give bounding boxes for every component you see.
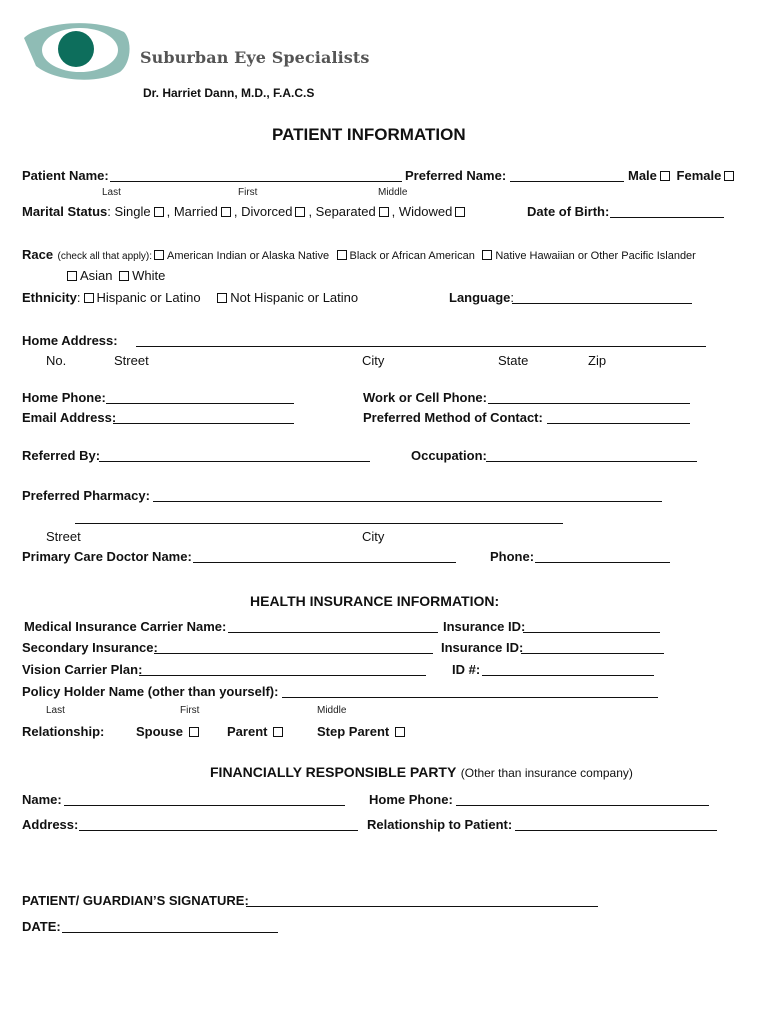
- work-phone-field[interactable]: [488, 403, 690, 404]
- addr-zip-caption: Zip: [588, 353, 607, 368]
- pharmacy-field[interactable]: [153, 501, 662, 502]
- not-hispanic-checkbox[interactable]: [217, 293, 227, 303]
- clinic-logo: [20, 18, 136, 82]
- pharmacy-street-caption: Street: [46, 529, 81, 544]
- patient-name-label: Patient Name:: [22, 168, 109, 183]
- female-label: Female: [676, 168, 722, 183]
- pcp-field[interactable]: [193, 562, 456, 563]
- secondary-id-field[interactable]: [521, 653, 664, 654]
- email-field[interactable]: [113, 423, 294, 424]
- responsible-phone-field[interactable]: [456, 805, 709, 806]
- race-american-indian: American Indian or Alaska Native: [167, 250, 330, 262]
- race-row: [22, 246, 696, 264]
- vision-id-field[interactable]: [482, 675, 654, 676]
- responsible-heading: FINANCIALLY RESPONSIBLE PARTY: [210, 764, 457, 780]
- rel-parent-label: Parent: [227, 724, 268, 739]
- hispanic-checkbox[interactable]: [84, 293, 94, 303]
- responsible-note: (Other than insurance company): [460, 766, 633, 780]
- secondary-insurance-label: Secondary Insurance:: [22, 640, 158, 655]
- language-label: Language: [449, 290, 511, 305]
- race-white: White: [132, 268, 166, 283]
- male-checkbox[interactable]: [660, 171, 670, 181]
- preferred-name-field[interactable]: [510, 181, 624, 182]
- divorced-checkbox[interactable]: [295, 207, 305, 217]
- insurance-heading: HEALTH INSURANCE INFORMATION:: [250, 593, 500, 609]
- responsible-relationship-label: Relationship to Patient:: [367, 817, 513, 832]
- contact-method-label: Preferred Method of Contact:: [363, 410, 543, 425]
- ethnicity-hispanic: Hispanic or Latino: [96, 290, 201, 305]
- addr-state-caption: State: [498, 353, 529, 368]
- addr-street-caption: Street: [114, 353, 149, 368]
- occupation-field[interactable]: [486, 461, 697, 462]
- secondary-insurance-field[interactable]: [154, 653, 433, 654]
- home-phone-field[interactable]: [106, 403, 294, 404]
- home-address-field[interactable]: [136, 346, 706, 347]
- vision-carrier-field[interactable]: [139, 675, 426, 676]
- medical-carrier-field[interactable]: [228, 632, 438, 633]
- language-field[interactable]: [512, 303, 692, 304]
- race-asian: Asian: [80, 268, 113, 283]
- page-title: PATIENT INFORMATION: [272, 125, 466, 144]
- name-last-caption: Last: [102, 187, 121, 198]
- preferred-name-label: Preferred Name:: [405, 168, 507, 183]
- date-label: DATE:: [22, 919, 61, 934]
- referred-by-field[interactable]: [99, 461, 370, 462]
- pharmacy-city-caption: City: [362, 529, 385, 544]
- insurance-id-field[interactable]: [523, 632, 660, 633]
- spouse-checkbox[interactable]: [189, 727, 199, 737]
- pharmacy-address-field[interactable]: [75, 523, 563, 524]
- work-phone-label: Work or Cell Phone:: [363, 390, 487, 405]
- responsible-name-label: Name:: [22, 792, 62, 807]
- race-label: Race: [22, 247, 54, 262]
- pcp-label: Primary Care Doctor Name:: [22, 549, 192, 564]
- marital-option-married: , Married: [166, 204, 218, 219]
- vision-carrier-label: Vision Carrier Plan:: [22, 662, 143, 677]
- signature-label: PATIENT/ GUARDIAN’S SIGNATURE:: [22, 893, 249, 908]
- dob-field[interactable]: [610, 217, 724, 218]
- policy-holder-field[interactable]: [282, 697, 658, 698]
- occupation-label: Occupation:: [411, 448, 487, 463]
- race-row-2: [64, 268, 165, 283]
- policy-holder-label: Policy Holder Name (other than yourself):: [22, 684, 279, 699]
- home-phone-label: Home Phone:: [22, 390, 106, 405]
- marital-option-divorced: , Divorced: [233, 204, 293, 219]
- pharmacy-label: Preferred Pharmacy:: [22, 488, 150, 503]
- widowed-checkbox[interactable]: [455, 207, 465, 217]
- responsible-address-label: Address:: [22, 817, 79, 832]
- doctor-name: Dr. Harriet Dann, M.D., F.A.C.S: [143, 86, 315, 100]
- race-note: (check all that apply):: [57, 251, 153, 262]
- single-checkbox[interactable]: [154, 207, 164, 217]
- parent-checkbox[interactable]: [273, 727, 283, 737]
- name-middle-caption: Middle: [378, 187, 408, 198]
- ethnicity-label: Ethnicity: [22, 290, 77, 305]
- dob-label: Date of Birth:: [527, 204, 610, 219]
- separated-checkbox[interactable]: [379, 207, 389, 217]
- black-checkbox[interactable]: [337, 250, 347, 260]
- addr-city-caption: City: [362, 353, 385, 368]
- marital-option-separated: , Separated: [308, 204, 376, 219]
- responsible-address-field[interactable]: [79, 830, 358, 831]
- marital-option-widowed: , Widowed: [391, 204, 453, 219]
- signature-field[interactable]: [246, 906, 598, 907]
- brand-name: Suburban Eye Specialists: [140, 48, 370, 67]
- date-field[interactable]: [62, 932, 278, 933]
- holder-first-caption: First: [180, 705, 200, 716]
- white-checkbox[interactable]: [119, 271, 129, 281]
- responsible-name-field[interactable]: [64, 805, 345, 806]
- responsible-relationship-field[interactable]: [515, 830, 717, 831]
- contact-method-field[interactable]: [547, 423, 690, 424]
- ethnicity-row: Ethnicity: Hispanic or Latino Not Hispanic or Latino: [22, 290, 359, 305]
- pcp-phone-field[interactable]: [535, 562, 670, 563]
- rel-step-parent-label: Step Parent: [317, 724, 390, 739]
- patient-name-field[interactable]: [110, 181, 402, 182]
- marital-status-row: [22, 204, 468, 219]
- rel-spouse-label: Spouse: [136, 724, 183, 739]
- female-checkbox[interactable]: [724, 171, 734, 181]
- relationship-label: Relationship:: [22, 724, 105, 739]
- holder-middle-caption: Middle: [317, 705, 347, 716]
- race-pacific-islander: Native Hawaiian or Other Pacific Islander: [495, 250, 696, 262]
- home-address-label: Home Address:: [22, 333, 118, 348]
- referred-by-label: Referred By:: [22, 448, 101, 463]
- step-parent-checkbox[interactable]: [395, 727, 405, 737]
- vision-id-label: ID #:: [452, 662, 481, 677]
- name-first-caption: First: [238, 187, 258, 198]
- american-indian-checkbox[interactable]: [154, 250, 164, 260]
- insurance-id-label: Insurance ID:: [443, 619, 526, 634]
- responsible-phone-label: Home Phone:: [369, 792, 453, 807]
- asian-checkbox[interactable]: [67, 271, 77, 281]
- pacific-islander-checkbox[interactable]: [482, 250, 492, 260]
- secondary-id-label: Insurance ID:: [441, 640, 524, 655]
- email-label: Email Address:: [22, 410, 117, 425]
- pcp-phone-label: Phone:: [490, 549, 535, 564]
- ethnicity-not-hispanic: Not Hispanic or Latino: [230, 290, 359, 305]
- married-checkbox[interactable]: [221, 207, 231, 217]
- marital-option-single: : Single: [107, 204, 151, 219]
- male-label: Male: [628, 168, 657, 183]
- holder-last-caption: Last: [46, 705, 65, 716]
- race-black: Black or African American: [349, 250, 475, 262]
- marital-status-label: Marital Status: [22, 204, 108, 219]
- addr-no-caption: No.: [46, 353, 67, 368]
- medical-carrier-label: Medical Insurance Carrier Name:: [24, 619, 227, 634]
